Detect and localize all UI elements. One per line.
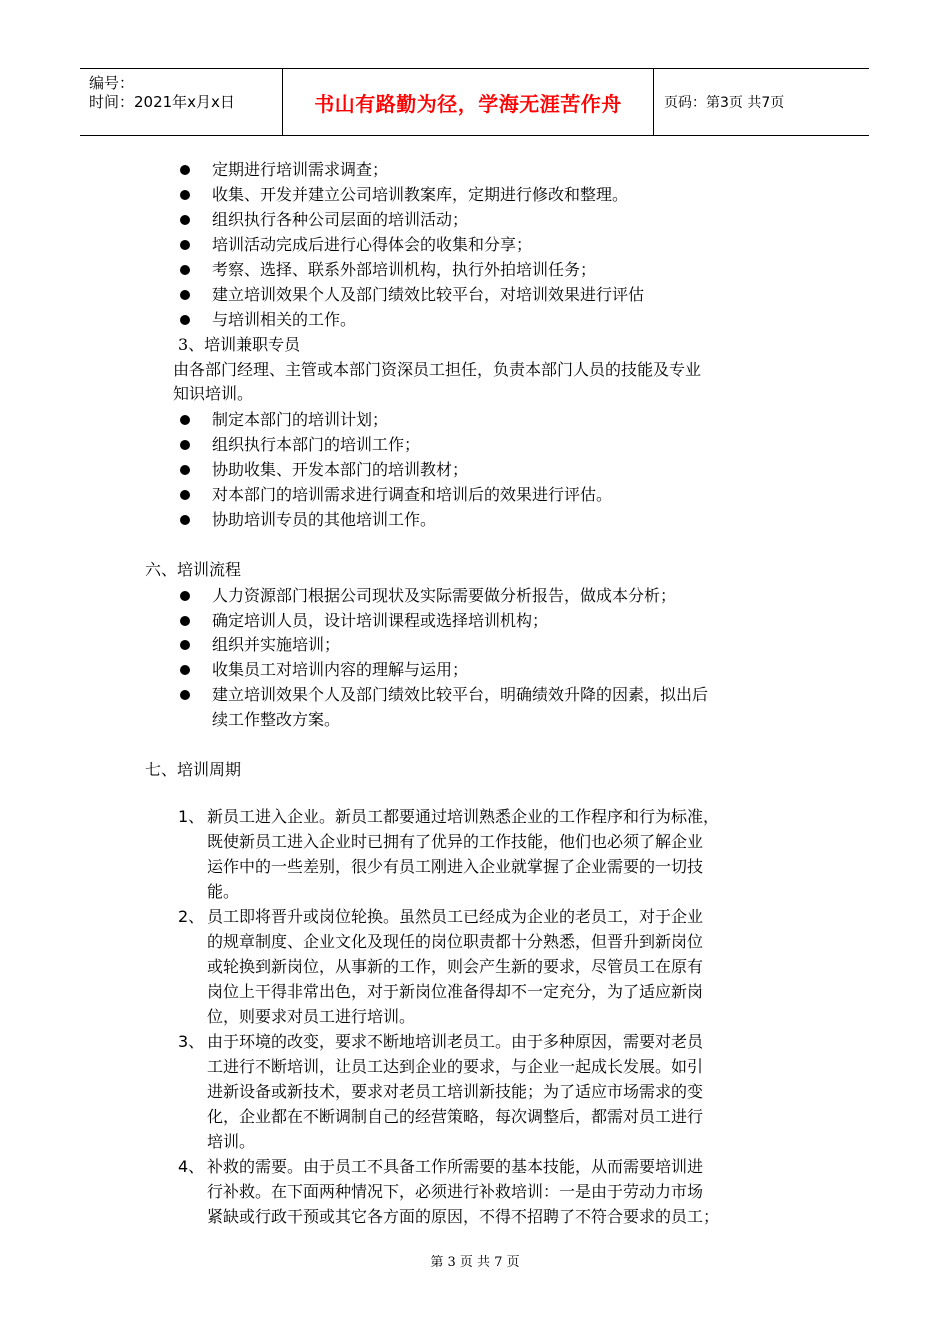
paragraph-line: 工进行不断培训，让员工达到企业的要求，与企业一起成长发展。如引 (207, 1057, 704, 1076)
bullet-icon (180, 415, 190, 425)
header-page-cell (654, 69, 869, 135)
bullet-icon (180, 290, 190, 300)
list-item: 组织执行本部门的培训工作； (212, 435, 421, 454)
bullet-icon (180, 665, 190, 675)
paragraph-line: 岗位上干得非常出色，对于新岗位准备得却不一定充分，为了适应新岗 (207, 982, 704, 1001)
list-item: 建立培训效果个人及部门绩效比较平台，明确绩效升降的因素，拟出后 (212, 685, 709, 704)
subsection-desc-line: 由各部门经理、主管或本部门资深员工担任，负责本部门人员的技能及专业 (173, 360, 702, 379)
bullet-icon (180, 190, 190, 200)
header-motto-cell (282, 69, 654, 135)
paragraph-line: 紧缺或行政干预或其它各方面的原因，不得不招聘了不符合要求的员工； (207, 1207, 720, 1226)
bullet-icon (180, 240, 190, 250)
page-footer: 第 3 页 共 7 页 (430, 1255, 520, 1270)
list-item: 协助培训专员的其他培训工作。 (212, 510, 437, 529)
list-item: 收集员工对培训内容的理解与运用； (212, 660, 469, 679)
paragraph-line: 由于环境的改变，要求不断地培训老员工。由于多种原因，需要对老员 (207, 1032, 704, 1051)
list-item: 考察、选择、联系外部培训机构，执行外拍培训任务； (212, 260, 597, 279)
list-item: 定期进行培训需求调查； (212, 160, 389, 179)
paragraph-line: 的规章制度、企业文化及现任的岗位职责都十分熟悉，但晋升到新岗位 (207, 932, 704, 951)
list-item: 建立培训效果个人及部门绩效比较平台，对培训效果进行评估 (212, 285, 645, 304)
page-header (80, 68, 869, 136)
bullet-icon (180, 165, 190, 175)
date-label: 时间：2021年x月x日 (89, 93, 235, 111)
bullet-icon (180, 616, 190, 626)
paragraph-line: 补救的需要。由于员工不具备工作所需要的基本技能，从而需要培训进 (207, 1157, 704, 1176)
list-item: 人力资源部门根据公司现状及实际需要做分析报告，做成本分析； (212, 586, 677, 605)
paragraph-line: 运作中的一些差别，很少有员工刚进入企业就掌握了企业需要的一切技 (207, 857, 704, 876)
item-number: 2、 (178, 907, 205, 926)
motto: 书山有路勤为径，学海无涯苦作舟 (314, 91, 622, 116)
list-item: 制定本部门的培训计划； (212, 410, 389, 429)
item-number: 1、 (178, 807, 205, 826)
bullet-icon (180, 440, 190, 450)
item-number: 3、 (178, 1032, 205, 1051)
section-title: 七、培训周期 (145, 760, 242, 779)
bullet-icon (180, 490, 190, 500)
bullet-icon (180, 315, 190, 325)
list-item: 对本部门的培训需求进行调查和培训后的效果进行评估。 (212, 485, 613, 504)
paragraph-line: 进新设备或新技术，要求对老员工培训新技能；为了适应市场需求的变 (207, 1082, 704, 1101)
bullet-icon (180, 265, 190, 275)
paragraph-line: 能。 (207, 882, 240, 901)
code-label: 编号： (89, 74, 135, 92)
paragraph-line: 新员工进入企业。新员工都要通过培训熟悉企业的工作程序和行为标准， (207, 807, 720, 826)
bullet-icon (180, 515, 190, 525)
paragraph-line: 既使新员工进入企业时已拥有了优异的工作技能，他们也必须了解企业 (207, 832, 704, 851)
paragraph-line: 行补救。在下面两种情况下，必须进行补救培训：一是由于劳动力市场 (207, 1182, 704, 1201)
paragraph-line: 员工即将晋升或岗位轮换。虽然员工已经成为企业的老员工，对于企业 (207, 907, 704, 926)
paragraph-line: 化，企业都在不断调制自己的经营策略，每次调整后，都需对员工进行 (207, 1107, 704, 1126)
paragraph-line: 或轮换到新岗位，从事新的工作，则会产生新的要求，尽管员工在原有 (207, 957, 704, 976)
list-item: 培训活动完成后进行心得体会的收集和分享； (212, 235, 533, 254)
list-item: 组织执行各种公司层面的培训活动； (212, 210, 469, 229)
bullet-icon (180, 591, 190, 601)
page-label: 页码：第3页 共7页 (664, 95, 785, 111)
bullet-icon (180, 465, 190, 475)
subsection-title: 3、培训兼职专员 (178, 335, 301, 354)
list-item: 收集、开发并建立公司培训教案库，定期进行修改和整理。 (212, 185, 629, 204)
paragraph-line: 位，则要求对员工进行培训。 (207, 1007, 416, 1026)
header-meta (80, 69, 282, 135)
subsection-desc-line: 知识培训。 (173, 384, 254, 403)
bullet-icon (180, 215, 190, 225)
list-item: 协助收集、开发本部门的培训教材； (212, 460, 469, 479)
list-item: 确定培训人员，设计培训课程或选择培训机构； (212, 611, 549, 630)
bullet-icon (180, 640, 190, 650)
list-item: 与培训相关的工作。 (212, 310, 357, 329)
list-item-continuation: 续工作整改方案。 (212, 710, 341, 729)
item-number: 4、 (178, 1157, 205, 1176)
bullet-icon (180, 690, 190, 700)
section-title: 六、培训流程 (145, 560, 242, 579)
list-item: 组织并实施培训； (212, 635, 341, 654)
paragraph-line: 培训。 (207, 1132, 256, 1151)
